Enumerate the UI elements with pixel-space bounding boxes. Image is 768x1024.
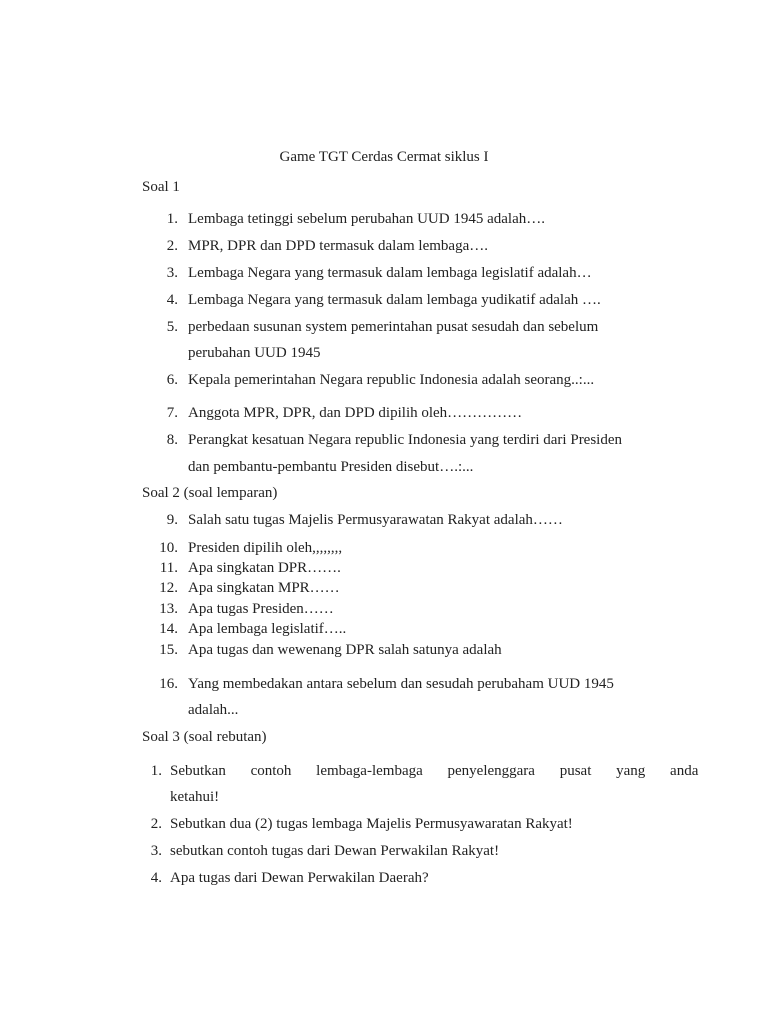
list-item-text: Apa singkatan DPR…….: [188, 560, 341, 576]
list-item-number: 15.: [159, 642, 178, 658]
list-item-text: Anggota MPR, DPR, dan DPD dipilih oleh……………: [188, 405, 523, 421]
list-item-text: adalah...: [188, 702, 239, 718]
list-item-text: dan pembantu-pembantu Presiden disebut….:...: [188, 459, 474, 475]
list-item-number: 10.: [159, 540, 178, 556]
list-item-text: Lembaga Negara yang termasuk dalam lembaga yudikatif adalah ….: [188, 292, 601, 308]
section-heading: Soal 3 (soal rebutan): [142, 729, 267, 745]
list-item-text: Apa tugas dan wewenang DPR salah satunya adalah: [188, 642, 502, 658]
list-item-number: 11.: [159, 560, 178, 576]
list-item-text: Salah satu tugas Majelis Permusyarawatan Rakyat adalah……: [188, 512, 563, 528]
list-item-number: 1.: [150, 763, 162, 779]
list-item-number: 13.: [159, 601, 178, 617]
section-heading: Soal 2 (soal lemparan): [142, 485, 278, 501]
list-item-text: sebutkan contoh tugas dari Dewan Perwakilan Rakyat!: [170, 843, 500, 859]
list-item-text: perbedaan susunan system pemerintahan pusat sesudah dan sebelum: [188, 319, 599, 335]
list-item-number: 7.: [166, 405, 178, 421]
list-item-number: 2.: [166, 238, 178, 254]
list-item-text: Kepala pemerintahan Negara republic Indonesia adalah seorang..:...: [188, 372, 595, 388]
list-item-number: 2.: [150, 816, 162, 832]
list-item-number: 14.: [159, 621, 178, 637]
list-item-text: Perangkat kesatuan Negara republic Indonesia yang terdiri dari Presiden: [188, 432, 623, 448]
list-item-text: Apa singkatan MPR……: [188, 580, 340, 596]
document-title: Game TGT Cerdas Cermat siklus I: [279, 149, 489, 165]
list-item-number: 6.: [166, 372, 178, 388]
list-item-text: perubahan UUD 1945: [188, 345, 321, 361]
section-heading: Soal 1: [142, 179, 180, 195]
list-item-number: 4.: [150, 870, 162, 886]
list-item-text: Lembaga Negara yang termasuk dalam lembaga legislatif adalah…: [188, 265, 592, 281]
list-item-text: Apa lembaga legislatif…..: [188, 621, 347, 637]
list-item-text: Presiden dipilih oleh,,,,,,,,: [188, 540, 343, 556]
list-item-number: 8.: [166, 432, 178, 448]
list-item-number: 5.: [166, 319, 178, 335]
list-item-text: ketahui!: [170, 789, 220, 805]
list-item-text: Lembaga tetinggi sebelum perubahan UUD 1945 adalah….: [188, 211, 545, 227]
list-item-number: 16.: [159, 676, 178, 692]
list-item-number: 4.: [166, 292, 178, 308]
list-item-number: 3.: [166, 265, 178, 281]
list-item-number: 9.: [166, 512, 178, 528]
list-item-text: Sebutkan dua (2) tugas lembaga Majelis Permusyawaratan Rakyat!: [170, 816, 573, 832]
list-item-number: 3.: [150, 843, 162, 859]
list-item-text: MPR, DPR dan DPD termasuk dalam lembaga….: [188, 238, 488, 254]
list-item-number: 1.: [166, 211, 178, 227]
list-item-text: Apa tugas Presiden……: [188, 601, 334, 617]
list-item-text: Yang membedakan antara sebelum dan sesudah perubaham UUD 1945: [188, 676, 614, 692]
list-item-text: Apa tugas dari Dewan Perwakilan Daerah?: [170, 870, 429, 886]
list-item-number: 12.: [159, 580, 178, 596]
list-item-text: Sebutkan contoh lembaga-lembaga penyelenggara pusat yang anda: [170, 763, 699, 779]
